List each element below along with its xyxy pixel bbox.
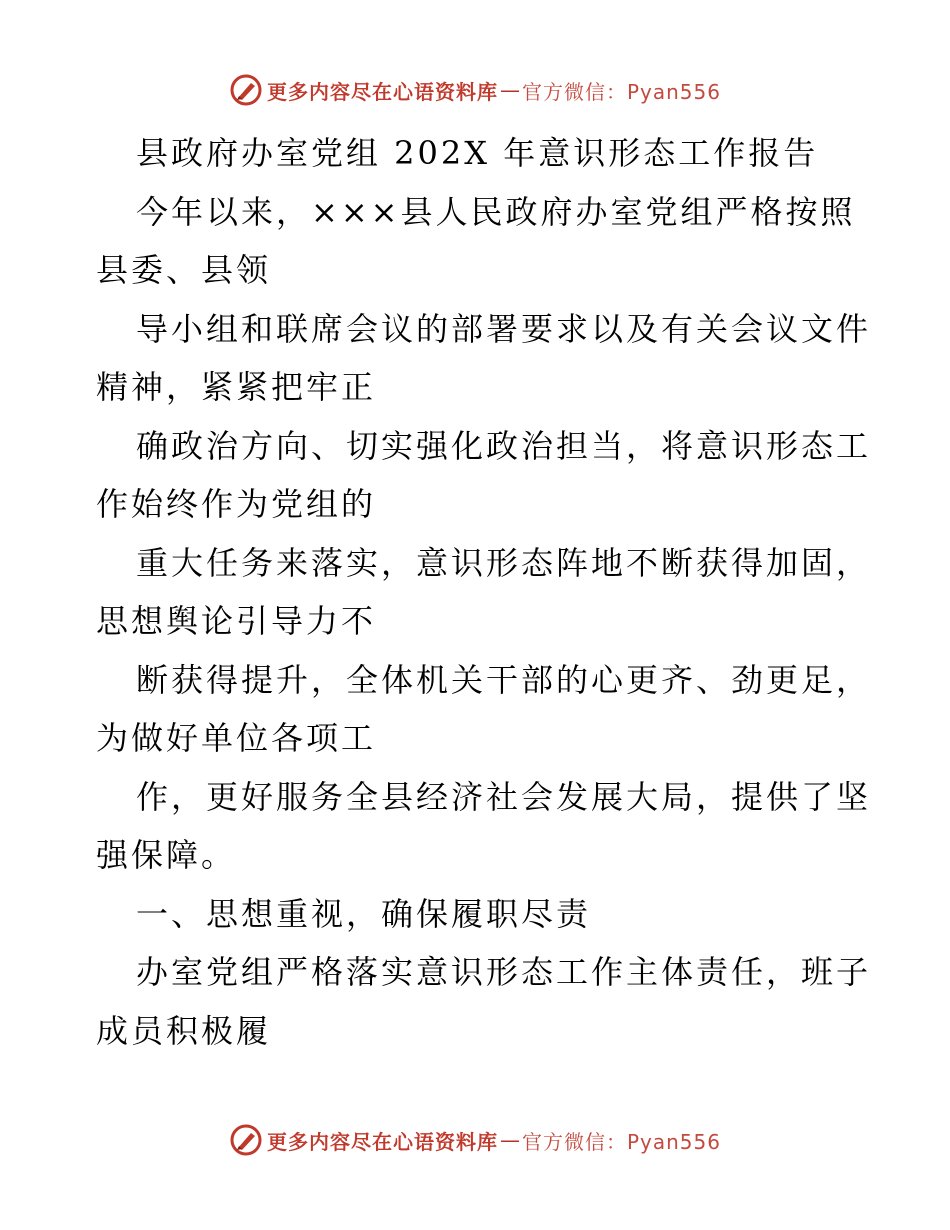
watermark-main-text: 更多内容尽在心语资料库	[266, 79, 498, 104]
watermark-contact-text: 官方微信：Pyan556	[521, 79, 721, 104]
document-body	[96, 124, 872, 1060]
watermark-separator: —	[499, 78, 520, 102]
paragraph-line: 今年以来，×××县人民政府办室党组严格按照	[136, 192, 856, 231]
watermark-separator: —	[499, 1128, 520, 1152]
paragraph-line: 作始终作为党组的	[96, 485, 377, 523]
header-watermark	[0, 70, 950, 110]
paragraph-line: 县委、县领	[96, 251, 272, 289]
paragraph-line: 为做好单位各项工	[96, 719, 377, 757]
footer-watermark	[0, 1120, 950, 1160]
pen-logo-icon	[229, 1123, 263, 1157]
paragraph-line: 作，更好服务全县经济社会发展大局，提供了坚	[136, 777, 872, 816]
paragraph-line: 确政治方向、切实强化政治担当，将意识形态工	[136, 426, 872, 465]
paragraph-line: 精神，紧紧把牢正	[96, 368, 377, 406]
paragraph-line: 思想舆论引导力不	[96, 602, 377, 640]
watermark-main-text: 更多内容尽在心语资料库	[266, 1129, 498, 1154]
paragraph-line: 导小组和联席会议的部署要求以及有关会议文件	[136, 309, 872, 348]
document-title: 县政府办室党组 202X 年意识形态工作报告	[136, 134, 819, 172]
paragraph-line: 重大任务来落实，意识形态阵地不断获得加固，	[136, 543, 872, 582]
paragraph-line: 断获得提升，全体机关干部的心更齐、劲更足，	[136, 660, 872, 699]
pen-logo-icon	[229, 73, 263, 107]
paragraph-line: 办室党组严格落实意识形态工作主体责任，班子	[136, 953, 872, 991]
section-heading: 一、思想重视，确保履职尽责	[136, 894, 592, 933]
watermark-contact-text: 官方微信：Pyan556	[521, 1129, 721, 1154]
paragraph-line: 强保障。	[96, 836, 237, 874]
paragraph-line: 成员积极履	[96, 1011, 272, 1050]
